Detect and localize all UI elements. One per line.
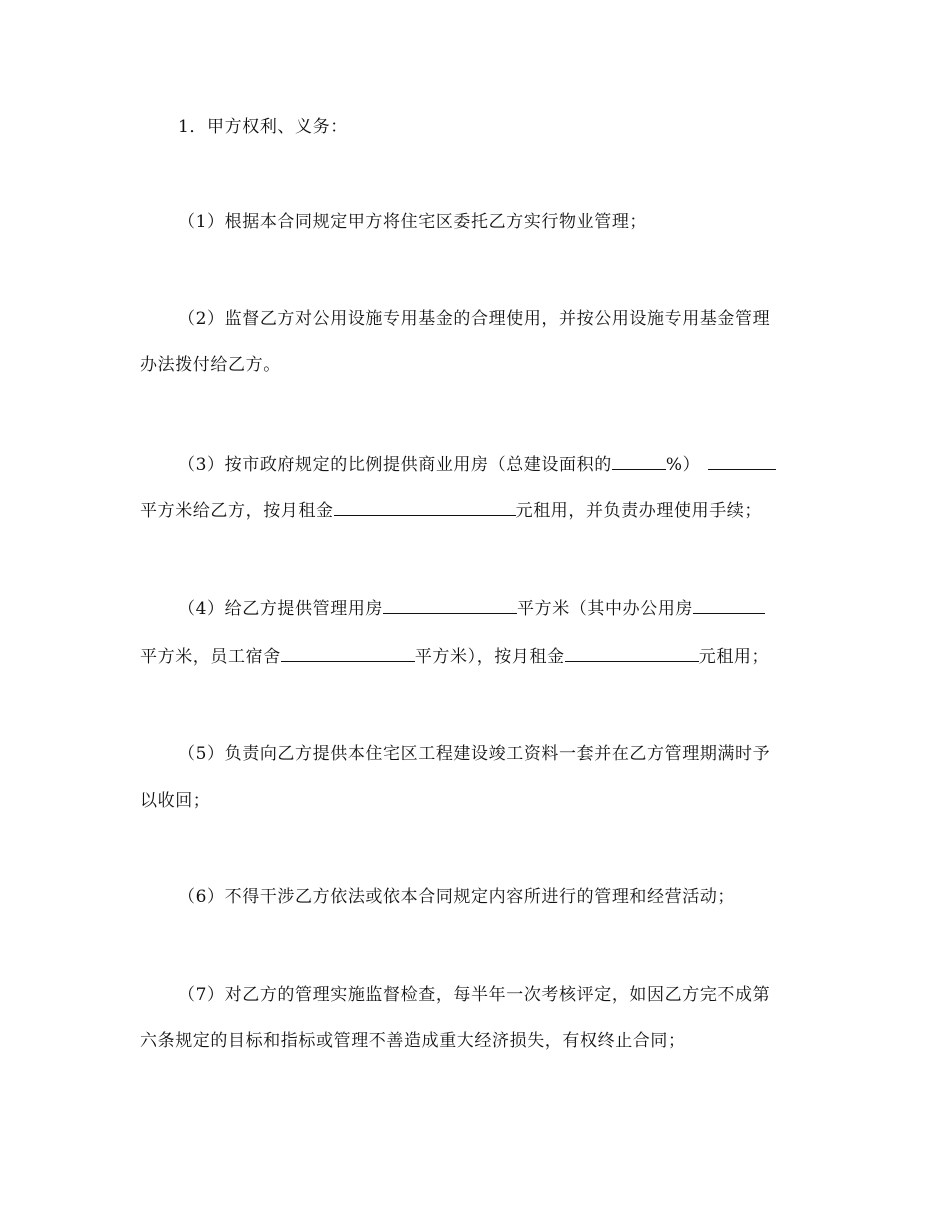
blank-office-area (693, 599, 765, 614)
clause-5-line-2: 以收回； (140, 791, 211, 811)
clause-2-line-2: 办法拨付给乙方。 (140, 355, 281, 375)
blank-management-area (383, 599, 517, 614)
clause-6-line-1: （6）不得干涉乙方依法或依本合同规定内容所进行的管理和经营活动； (178, 887, 736, 907)
clause-4-line-1: （4）给乙方提供管理用房 平方米（其中办公用房 (178, 599, 858, 619)
clause-5-line-1: （5）负责向乙方提供本住宅区工程建设竣工资料一套并在乙方管理期满时予 (178, 744, 771, 764)
clause-1-line-1: （1）根据本合同规定甲方将住宅区委托乙方实行物业管理； (178, 212, 648, 232)
blank-percent (612, 455, 666, 470)
clause-3-line-1: （3）按市政府规定的比例提供商业用房（总建设面积的 %） (178, 455, 858, 475)
section-heading: 1．甲方权利、义务： (178, 117, 348, 137)
clause-7-line-2: 六条规定的目标和指标或管理不善造成重大经济损失，有权终止合同； (140, 1031, 686, 1051)
blank-rent (334, 501, 516, 516)
blank-monthly-rent (565, 647, 699, 662)
clause-3-line-2: 平方米给乙方，按月租金 元租用，并负责办理使用手续； (140, 501, 763, 521)
blank-area (708, 455, 776, 470)
blank-dormitory-area (281, 647, 415, 662)
clause-4-line-2: 平方米，员工宿舍 平方米），按月租金 元租用； (140, 647, 770, 667)
clause-7-line-1: （7）对乙方的管理实施监督检查，每半年一次考核评定，如因乙方完不成第 (178, 985, 771, 1005)
clause-2-line-1: （2）监督乙方对公用设施专用基金的合理使用，并按公用设施专用基金管理 (178, 309, 771, 329)
